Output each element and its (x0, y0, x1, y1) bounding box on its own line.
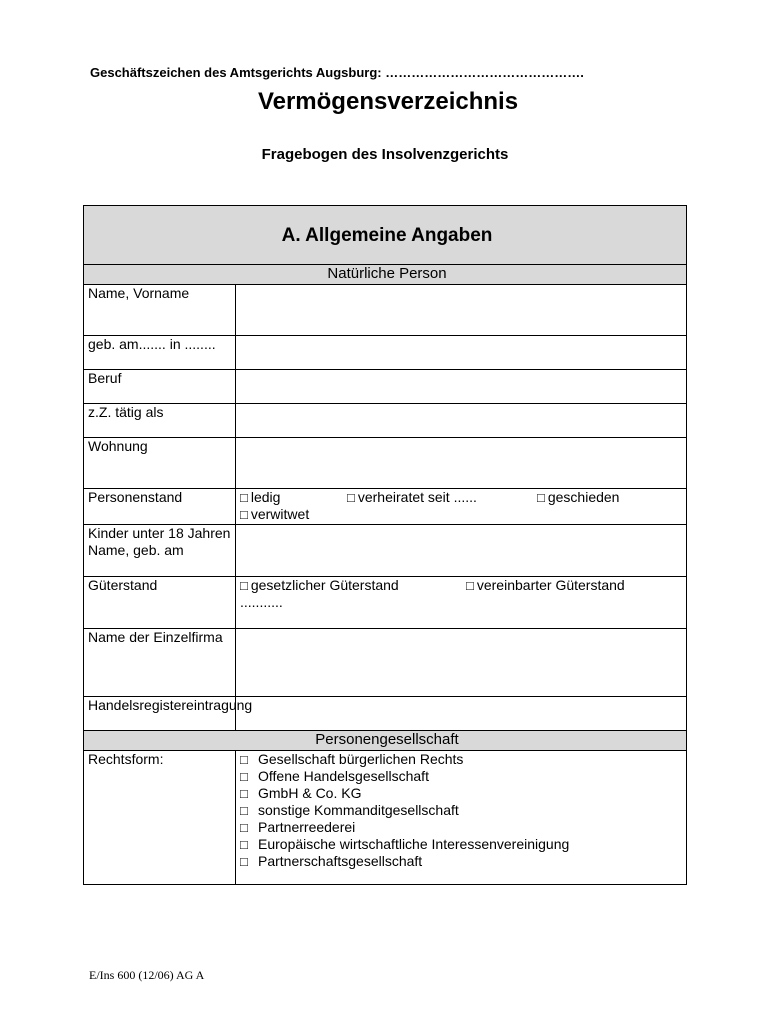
checkbox-icon: □ (240, 854, 248, 869)
property-option-agreed[interactable]: □ vereinbarter Güterstand (466, 577, 625, 593)
court-reference-line: Geschäftszeichen des Amtsgerichts Augsburg: ………………………………………. (90, 65, 584, 80)
marital-option-married[interactable]: □ verheiratet seit ...... (347, 489, 477, 505)
legal-form-option[interactable]: □ Partnerreederei (240, 819, 356, 835)
legal-form-option[interactable]: □ GmbH & Co. KG (240, 785, 362, 801)
property-option-statutory[interactable]: □ gesetzlicher Güterstand (240, 577, 399, 593)
legal-form-option[interactable]: □ Offene Handelsgesellschaft (240, 768, 429, 784)
legal-form-option[interactable]: □ Partnerschaftsgesellschaft (240, 853, 423, 869)
marital-status-label: Personenstand (84, 489, 236, 525)
checkbox-icon: □ (347, 490, 355, 505)
marital-option-single[interactable]: □ ledig (240, 489, 281, 505)
legal-form-option[interactable]: □ Europäische wirtschaftliche Interessenvereinigung (240, 836, 570, 852)
sole-proprietorship-field[interactable] (236, 629, 687, 697)
current-activity-field[interactable] (236, 404, 687, 438)
current-activity-label: z.Z. tätig als (84, 404, 236, 438)
trade-register-field[interactable] (236, 697, 687, 731)
checkbox-icon: □ (466, 578, 474, 593)
legal-form-field (236, 751, 687, 885)
birth-field[interactable] (236, 336, 687, 370)
name-field[interactable] (236, 285, 687, 336)
marital-option-widowed[interactable]: □ verwitwet (240, 506, 310, 522)
document-subtitle: Fragebogen des Insolvenzgerichts (261, 146, 509, 163)
checkbox-icon: □ (537, 490, 545, 505)
children-field[interactable] (236, 525, 687, 577)
checkbox-icon: □ (240, 786, 248, 801)
section-a-heading: A. Allgemeine Angaben (84, 206, 687, 265)
legal-form-option[interactable]: □ sonstige Kommanditgesellschaft (240, 802, 459, 818)
natural-person-heading: Natürliche Person (84, 265, 687, 285)
name-label: Name, Vorname (84, 285, 236, 336)
marital-option-divorced[interactable]: □ geschieden (537, 489, 620, 505)
residence-field[interactable] (236, 438, 687, 489)
property-regime-field (236, 577, 687, 629)
occupation-field[interactable] (236, 370, 687, 404)
legal-form-label: Rechtsform: (84, 751, 236, 885)
checkbox-icon: □ (240, 578, 248, 593)
checkbox-icon: □ (240, 752, 248, 767)
document-title: Vermögensverzeichnis (257, 88, 519, 115)
residence-label: Wohnung (84, 438, 236, 489)
checkbox-icon: □ (240, 820, 248, 835)
general-information-table (83, 205, 687, 885)
checkbox-icon: □ (240, 837, 248, 852)
children-label: Kinder unter 18 Jahren Name, geb. am (84, 525, 236, 577)
property-regime-dots: ........... (240, 594, 283, 610)
checkbox-icon: □ (240, 803, 248, 818)
trade-register-label: Handelsregistereintragung (84, 697, 236, 731)
checkbox-icon: □ (240, 507, 248, 522)
birth-label: geb. am....... in ........ (84, 336, 236, 370)
form-code: E/Ins 600 (12/06) AG A (89, 968, 205, 982)
sole-proprietorship-label: Name der Einzelfirma (84, 629, 236, 697)
checkbox-icon: □ (240, 490, 248, 505)
marital-status-field (236, 489, 687, 525)
legal-form-options (240, 751, 686, 870)
checkbox-icon: □ (240, 769, 248, 784)
occupation-label: Beruf (84, 370, 236, 404)
property-regime-label: Güterstand (84, 577, 236, 629)
legal-form-option[interactable]: □ Gesellschaft bürgerlichen Rechts (240, 751, 464, 767)
partnership-heading: Personengesellschaft (84, 731, 687, 751)
